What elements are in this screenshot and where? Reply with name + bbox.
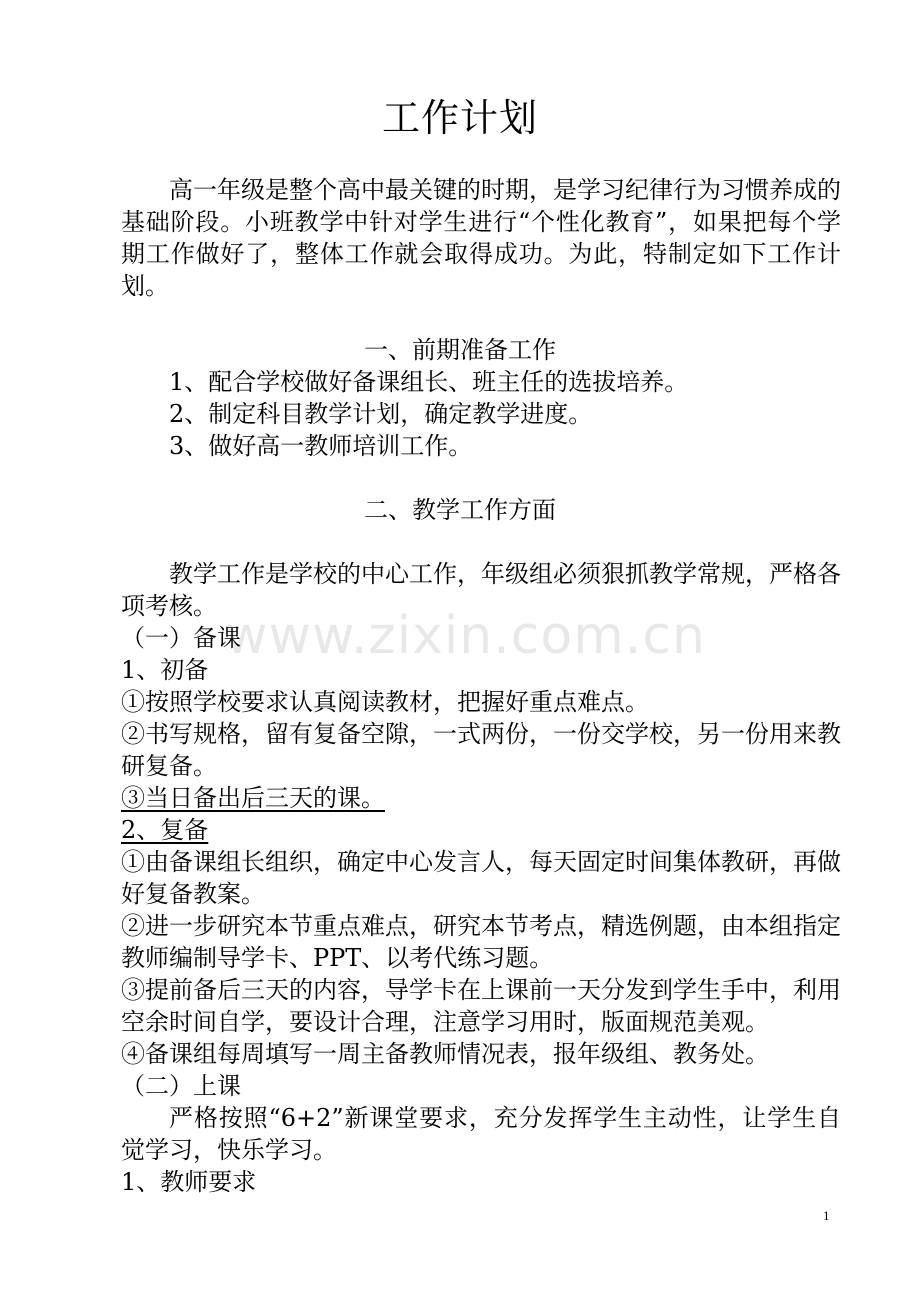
section2-intro: 教学工作是学校的中心工作，年级组必须狠抓教学常规，严格各项考核。 [121,560,841,620]
document-title: 工作计划 [381,96,538,140]
watermark: www.zixin.com.cn [225,606,706,666]
section2-heading: 二、教学工作方面 [364,496,556,524]
subsection-class: （二）上课 [121,1072,241,1100]
prep-point-3-text: ③当日备出后三天的课。 [121,784,385,812]
prep-point-1: ①按照学校要求认真阅读教材，把握好重点难点。 [121,688,649,716]
section1-item-2: 2、制定科目教学计划，确定教学进度。 [169,400,593,428]
item-teacher-requirements: 1、教师要求 [121,1168,257,1196]
prep-point-2: ②书写规格，留有复备空隙，一式两份，一份交学校，另一份用来教研复备。 [121,720,841,780]
prep-point-3 [121,782,841,814]
section1-item-1: 1、配合学校做好备课组长、班主任的选拔培养。 [169,368,689,396]
item-initial-prep: 1、初备 [121,656,209,684]
subsection-prep: （一）备课 [121,624,241,652]
review-point-4: ④备课组每周填写一周主备教师情况表，报年级组、教务处。 [121,1040,769,1068]
review-point-1: ①由备课组长组织，确定中心发言人，每天固定时间集体教研，再做好复备教案。 [121,848,841,908]
item-review-prep [121,814,841,846]
review-point-3: ③提前备后三天的内容，导学卡在上课前一天分发到学生手中，利用空余时间自学，要设计合理，注意学习用时，版面规范美观。 [121,976,841,1036]
section1-item-3: 3、做好高一教师培训工作。 [169,432,473,460]
intro-paragraph: 高一年级是整个高中最关键的时期，是学习纪律行为习惯养成的基础阶段。小班教学中针对学生进行“个性化教育”，如果把每个学期工作做好了，整体工作就会取得成功。为此，特制定如下工作计划。 [121,176,841,300]
page-number: 1 [823,1208,830,1223]
review-point-2: ②进一步研究本节重点难点，研究本节考点，精选例题，由本组指定教师编制导学卡、PPT、以考代练习题。 [121,912,841,972]
class-paragraph: 严格按照“6+2”新课堂要求，充分发挥学生主动性，让学生自觉学习，快乐学习。 [121,1104,841,1164]
item-review-prep-text: 2、复备 [121,816,209,844]
section1-heading: 一、前期准备工作 [364,336,556,364]
